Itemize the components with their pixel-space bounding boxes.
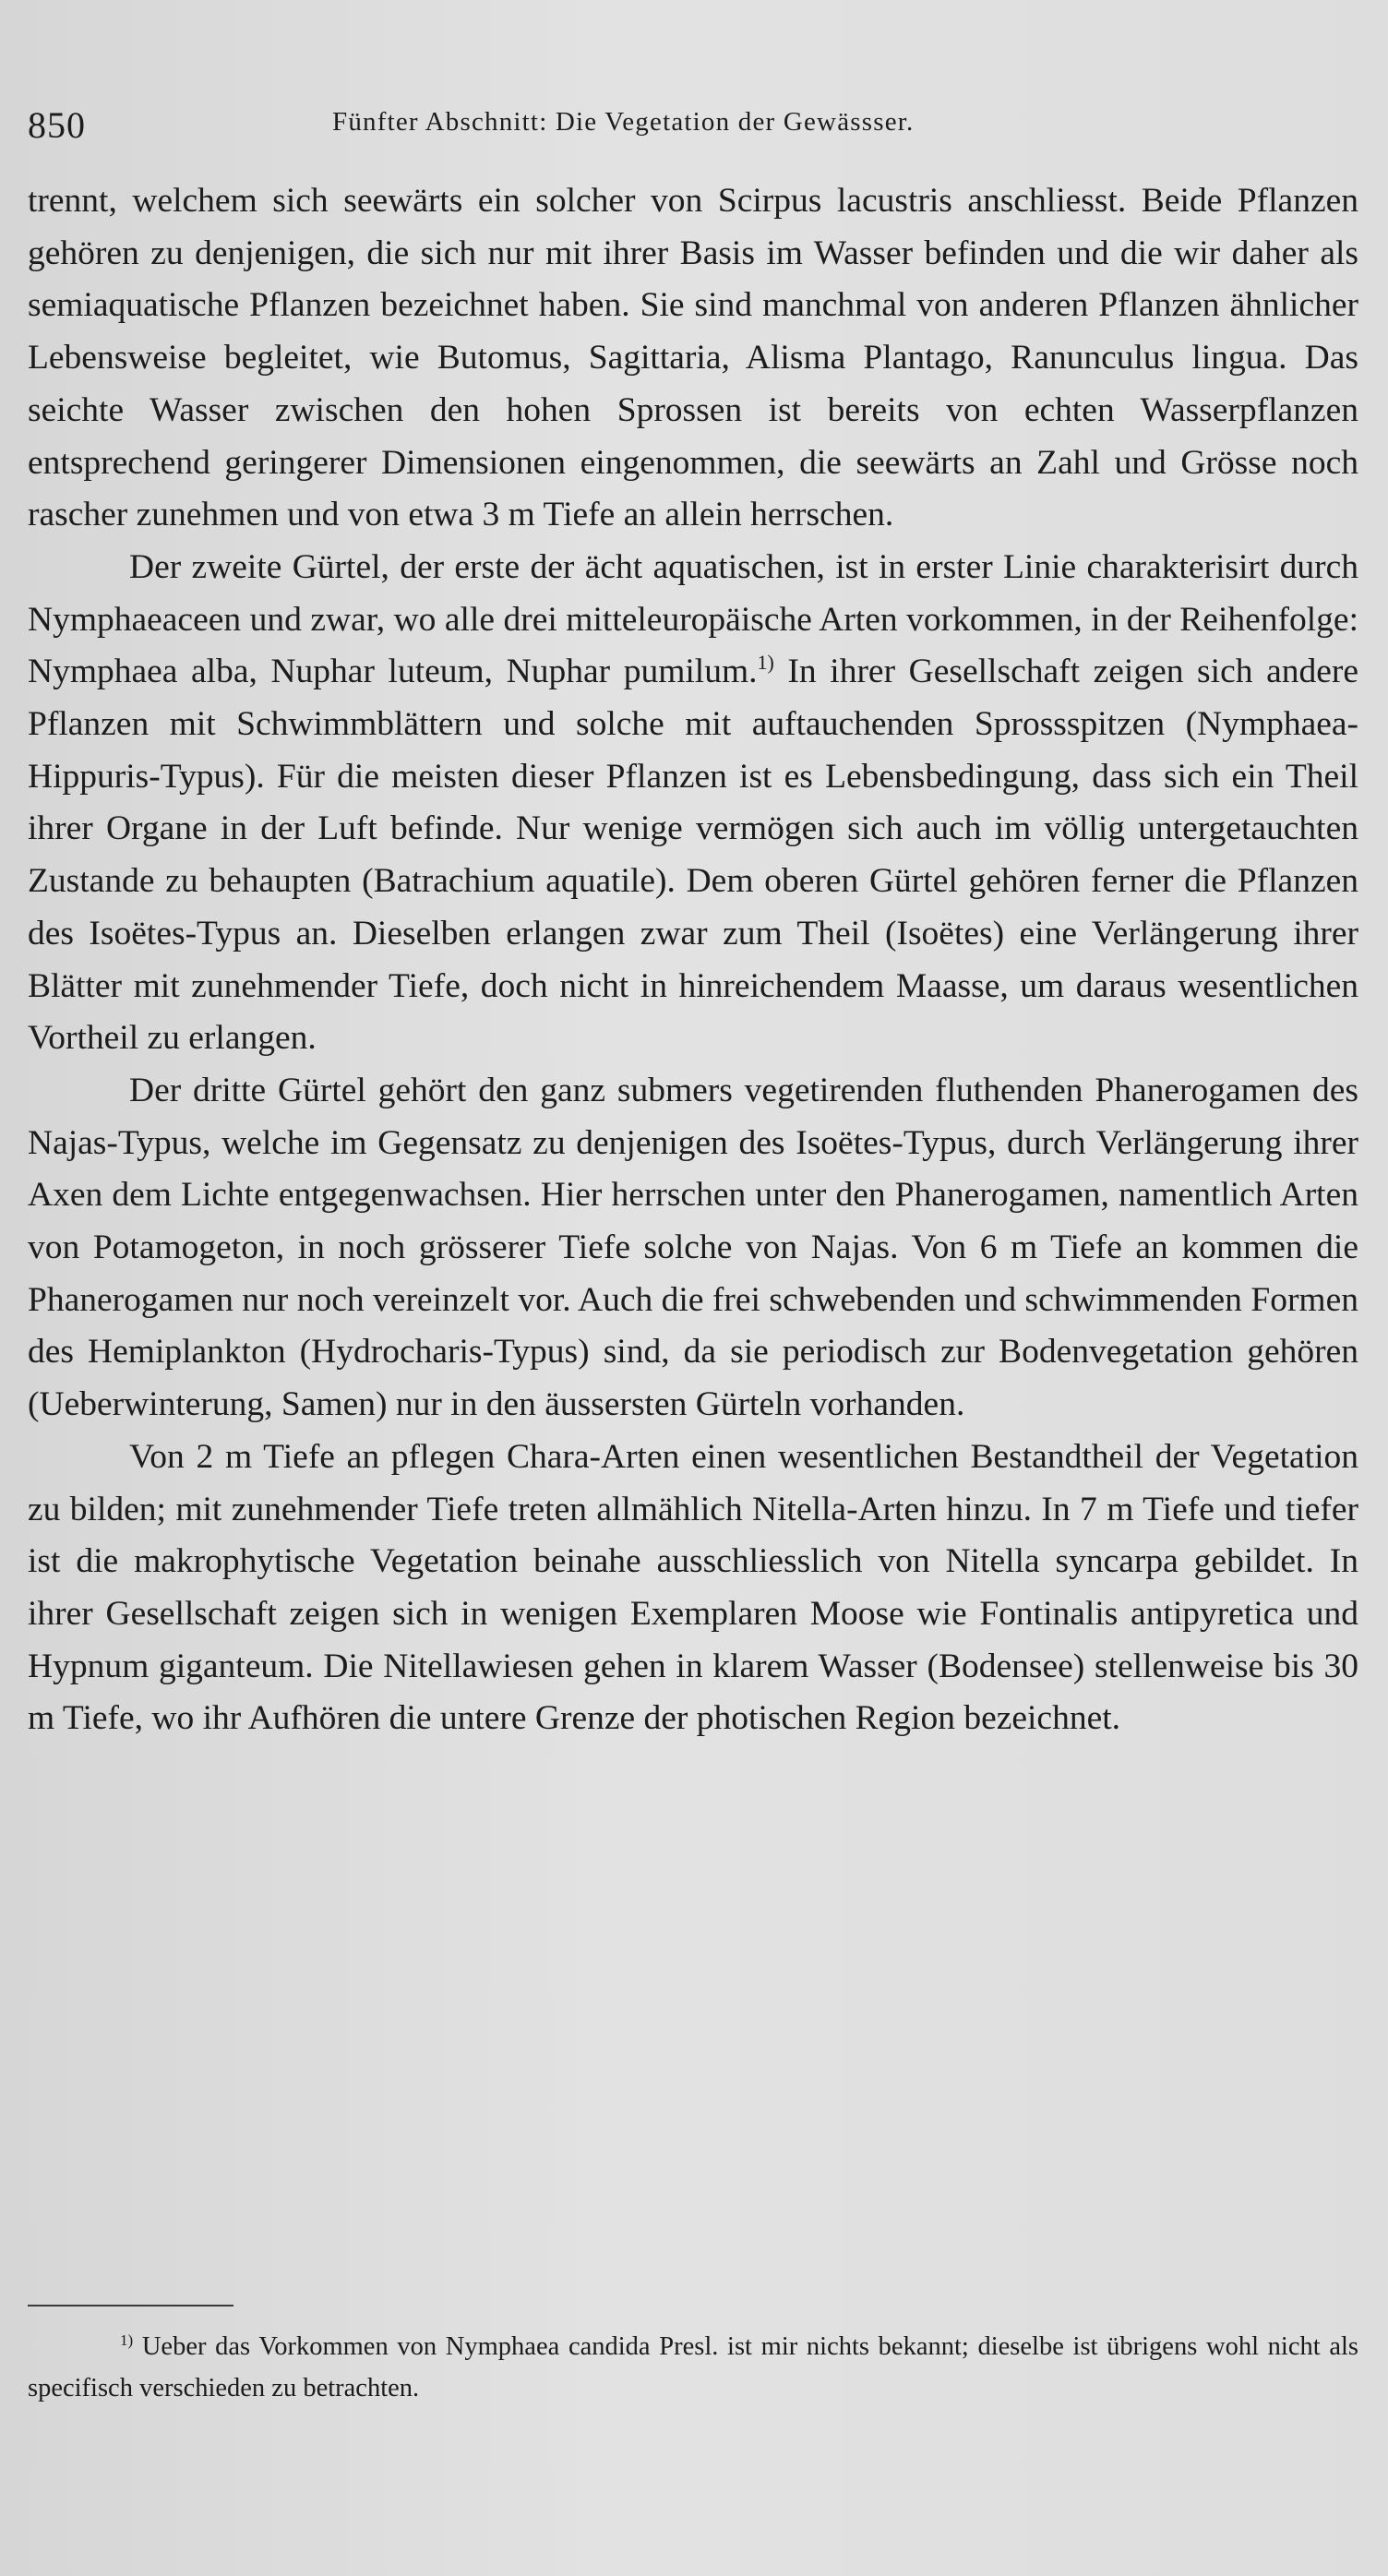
footnote-divider (28, 2305, 233, 2306)
page-header (28, 96, 1358, 151)
body-text (28, 175, 1358, 1745)
footnote-1 (28, 2326, 1358, 2409)
footnote-reference[interactable]: 1) (757, 651, 774, 675)
footnote-text: Ueber das Vorkommen von Nymphaea candida Presl. ist mir nichts bekannt; dieselbe ist übrigens wohl nicht als specifisch verschieden zu betrachten. (28, 2332, 1358, 2402)
paragraph-1: trennt, welchem sich seewärts ein solcher von Scirpus lacustris anschliesst. Beide Pflanzen gehören zu denjenigen, die sich nur mit ihrer Basis im Wasser befinden und die wir daher als semiaquatische Pflanzen bezeichnet haben. Sie sind manchmal von anderen Pflanzen ähnlicher Lebensweise begleitet, wie Butomus, Sagittaria, Alisma Plantago, Ranunculus lingua. Das seichte Wasser zwischen den hohen Sprossen ist bereits von echten Wasserpflanzen entsprechend geringerer Dimensionen eingenommen, die seewärts an Zahl und Grösse noch rascher zunehmen und von etwa 3 m Tiefe an allein herrschen. (28, 182, 1358, 534)
paragraph-2-text-before: Der zweite Gürtel, der erste der ächt aquatischen, ist in erster Linie charakterisirt durch Nymphaeaceen und zwar, wo alle drei mitteleuropäische Arten vorkommen, in der Reihenfolge: Nymphaea alba, Nuphar luteum, Nuphar pumilum. (28, 547, 1358, 691)
paragraph-2-text-after: In ihrer Gesellschaft zeigen sich andere Pflanzen mit Schwimmblättern und solche mit auftauchenden Sprossspitzen (Nymphaea-Hippuris-Typus). Für die meisten dieser Pflanzen ist es Lebensbedingung, dass sich ein Theil ihrer Organe in der Luft befinde. Nur wenige vermögen sich auch im völlig untergetauchten Zustande zu behaupten (Batrachium aquatile). Dem oberen Gürtel gehören ferner die Pflanzen des Isoëtes-Typus an. Dieselben erlangen zwar zum Theil (Isoëtes) eine Verlängerung ihrer Blätter mit zunehmender Tiefe, doch nicht in hinreichendem Maasse, um daraus wesentlichen Vortheil zu erlangen. (28, 653, 1358, 1058)
running-head: Fünfter Abschnitt: Die Vegetation der Gewässser. (332, 107, 915, 137)
paragraph-4: Von 2 m Tiefe an pflegen Chara-Arten einen wesentlichen Bestandtheil der Vegetation zu bilden; mit zunehmender Tiefe treten allmählich Nitella-Arten hinzu. In 7 m Tiefe und tiefer ist die makrophytische Vegetation beinahe ausschliesslich von Nitella syncarpa gebildet. In ihrer Gesellschaft zeigen sich in wenigen Exemplaren Moose wie Fontinalis antipyretica und Hypnum giganteum. Die Nitellawiesen gehen in klarem Wasser (Bodensee) stellenweise bis 30 m Tiefe, wo ihr Aufhören die untere Grenze der photischen Region bezeichnet. (28, 1437, 1358, 1738)
paragraph-2 (28, 542, 1358, 1065)
paragraph-3: Der dritte Gürtel gehört den ganz submers vegetirenden fluthenden Phanerogamen des Najas-Typus, welche im Gegensatz zu denjenigen des Isoëtes-Typus, durch Verlängerung ihrer Axen dem Lichte entgegenwachsen. Hier herrschen unter den Phanerogamen, namentlich Arten von Potamogeton, in noch grösserer Tiefe solche von Najas. Von 6 m Tiefe an kommen die Phanerogamen nur noch vereinzelt vor. Auch die frei schwebenden und schwimmenden Formen des Hemiplankton (Hydrocharis-Typus) sind, da sie periodisch zur Bodenvegetation gehören (Ueberwinterung, Samen) nur in den äussersten Gürteln vorhanden. (28, 1071, 1358, 1424)
footnotes (28, 2326, 1358, 2409)
page-number: 850 (28, 104, 86, 146)
footnote-mark: 1) (120, 2331, 134, 2349)
